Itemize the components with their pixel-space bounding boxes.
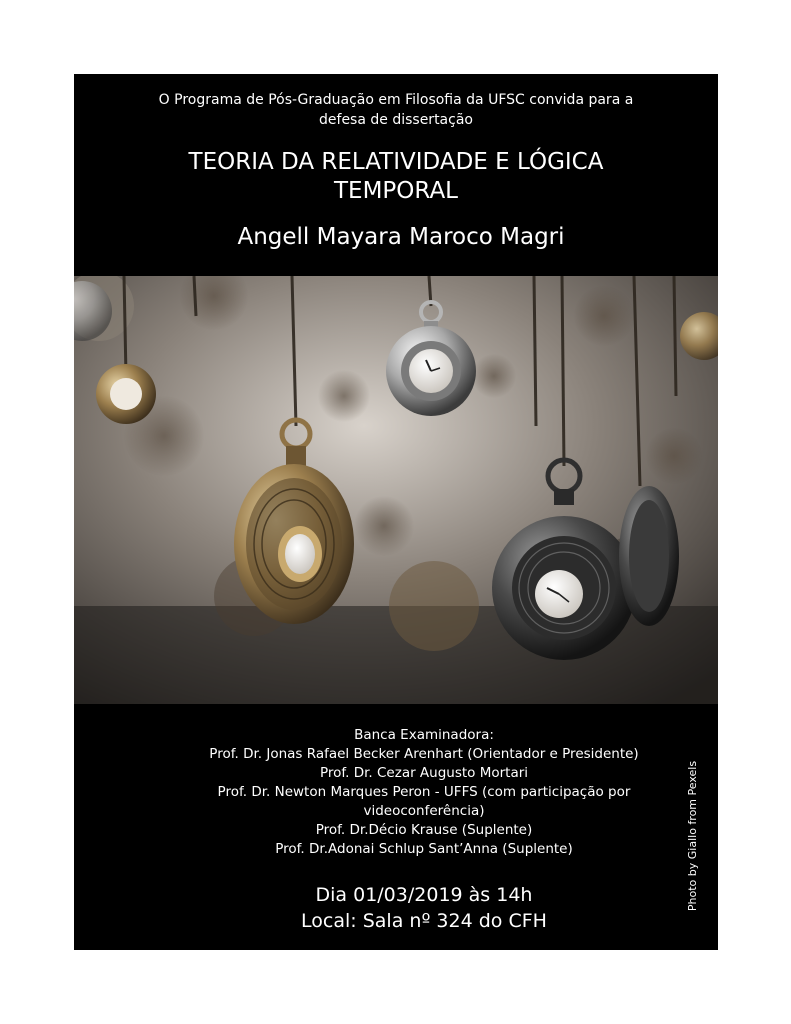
intro-line-2: defesa de dissertação — [319, 112, 473, 128]
title-line-2: TEMPORAL — [334, 178, 458, 204]
event-location: Local: Sala nº 324 do CFH — [301, 910, 547, 932]
event-details — [164, 882, 684, 934]
committee-heading: Banca Examinadora: — [354, 727, 494, 743]
examining-committee — [164, 726, 684, 859]
thesis-title — [74, 148, 718, 206]
pocket-watches-photo — [74, 276, 718, 704]
intro-line-1: O Programa de Pós-Graduação em Filosofia da UFSC convida para a — [158, 92, 634, 108]
committee-member: Prof. Dr. Cezar Augusto Mortari — [319, 765, 529, 781]
photo-credit: Photo by Giallo from Pexels — [686, 760, 699, 912]
author-name: Angell Mayara Maroco Magri — [237, 224, 565, 250]
intro-text — [74, 90, 718, 130]
event-date: Dia 01/03/2019 às 14h — [315, 884, 533, 906]
committee-member: Prof. Dr.Décio Krause (Suplente) — [315, 822, 533, 838]
committee-member: Prof. Dr. Newton Marques Peron - UFFS (com participação por videoconferência) — [217, 784, 631, 819]
committee-member: Prof. Dr. Jonas Rafael Becker Arenhart (Orientador e Presidente) — [209, 746, 639, 762]
poster — [74, 74, 718, 950]
committee-member: Prof. Dr.Adonai Schlup Sant’Anna (Suplente) — [275, 841, 573, 857]
title-line-1: TEORIA DA RELATIVIDADE E LÓGICA — [188, 149, 604, 175]
